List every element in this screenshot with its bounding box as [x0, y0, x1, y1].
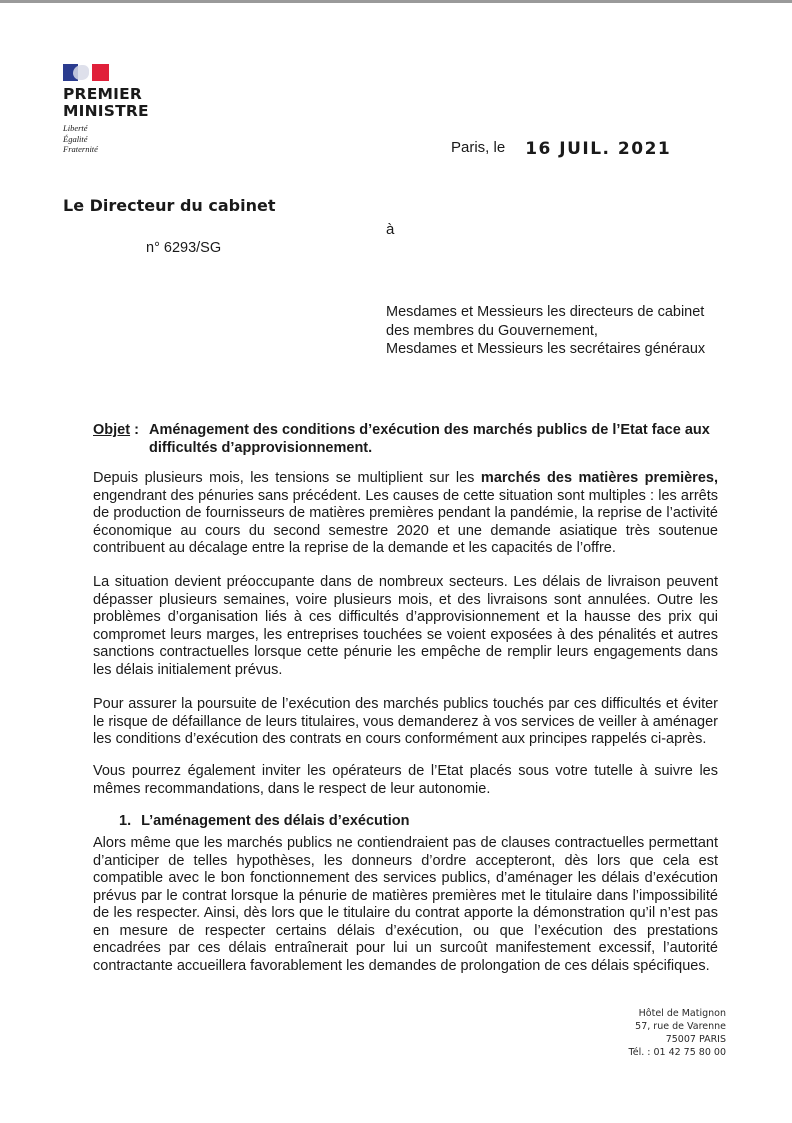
paragraph-3: Pour assurer la poursuite de l’exécution des marchés publics touchés par ces difficultés et éviter le risque de défaillance de leurs titulaires, vous demanderez à vos services de veiller à aménager les conditions d’exécution des contrats en cours conformément aux principes rappelés ci-après. [93, 696, 718, 747]
motto-liberte: Liberté [63, 123, 88, 133]
place-and-date [451, 137, 671, 157]
place-label: Paris, le [451, 139, 506, 156]
page-top-border [0, 0, 792, 3]
paragraph-4: Vous pourrez également inviter les opérateurs de l’Etat placés sous votre tutelle à suivre les mêmes recommandations, dans le respect de leur autonomie. [93, 763, 718, 797]
paragraph-1 [93, 470, 718, 558]
subject-line [93, 421, 733, 456]
subject-separator: : [130, 422, 139, 438]
marianne-flag-icon [63, 64, 109, 81]
subject-text: Aménagement des conditions d’exécution des marchés publics de l’Etat face aux difficultés d’approvisionnement. [149, 422, 710, 456]
sender-title: Le Directeur du cabinet [63, 196, 276, 215]
paragraph-5: Alors même que les marchés publics ne contiendraient pas de clauses contractuelles permettant d’anticiper de telles hypothèses, les donneurs d’ordre accepteront, dès lors que cela est compatible avec le bon fonctionnement des services publics, d’aménager les délais d’exécution prévus par le contrat lorsque la pénurie de matières premières met le titulaire dans l’impossibilité de les respecter. Ainsi, dès lors que le titulaire du contrat apporte la démonstration qu’il n’est pas en mesure de respecter certains délais d’exécution, ou que l’exécution des prestations encadrées par ces délais entraînerait pour lui un surcoût manifestement excessif, l’autorité contractante accueillera favorablement les demandes de prolongation de ces délais spécifiques. [93, 835, 718, 974]
section-title: L’aménagement des délais d’exécution [141, 813, 410, 829]
footer-building: Hôtel de Matignon [638, 1008, 726, 1019]
org-name-line1: PREMIER [63, 85, 142, 103]
to-word: à [386, 221, 395, 238]
footer-phone: Tél. : 01 42 75 80 00 [628, 1047, 726, 1058]
reference-number: n° 6293/SG [146, 240, 222, 256]
paragraph-1-rest: engendrant des pénuries sans précédent. Les causes de cette situation sont multiples : les arrêts de production de fournisseurs de matières premières pendant la pandémie, la reprise de l’activité économique au cours du second semestre 2020 et une demande asiatique très soutenue contribuent au décalage entre la reprise de la demande et les capacités de l’offre. [93, 487, 718, 556]
recipients-block [386, 303, 705, 359]
government-logo [63, 64, 149, 155]
motto-egalite: Égalité [63, 133, 88, 144]
subject-label: Objet [93, 422, 131, 438]
recipient-line: des membres du Gouvernement, [386, 322, 598, 339]
section-number: 1. [119, 813, 132, 829]
footer-city: 75007 PARIS [665, 1034, 726, 1045]
org-name-line2: MINISTRE [63, 102, 149, 120]
republic-motto [63, 123, 149, 155]
recipient-line: Mesdames et Messieurs les secrétaires généraux [386, 341, 706, 357]
footer-address [629, 1007, 726, 1059]
paragraph-1-start: Depuis plusieurs mois, les tensions se multiplient sur les [93, 470, 481, 486]
paragraph-1-emphasis: marchés des matières premières, [480, 470, 718, 486]
section-heading [119, 813, 409, 829]
motto-fraternite: Fraternité [63, 144, 98, 154]
recipient-line: Mesdames et Messieurs les directeurs de cabinet [386, 304, 705, 320]
paragraph-2: La situation devient préoccupante dans de nombreux secteurs. Les délais de livraison peuvent dépasser plusieurs semaines, voire plusieurs mois, et des livraisons sont annulées. Outre les problèmes d’organisation liés à ces difficultés d’approvisionnement et la hausse des prix qui compromet leurs marges, les entreprises touchées se voient exposées à des pénalités et autres sanctions contractuelles lorsque cette pénurie les empêche de remplir leurs engagements dans les délais initialement prévus. [93, 574, 718, 678]
date-stamp: 16 JUIL. 2021 [525, 139, 672, 159]
footer-street: 57, rue de Varenne [635, 1021, 726, 1032]
